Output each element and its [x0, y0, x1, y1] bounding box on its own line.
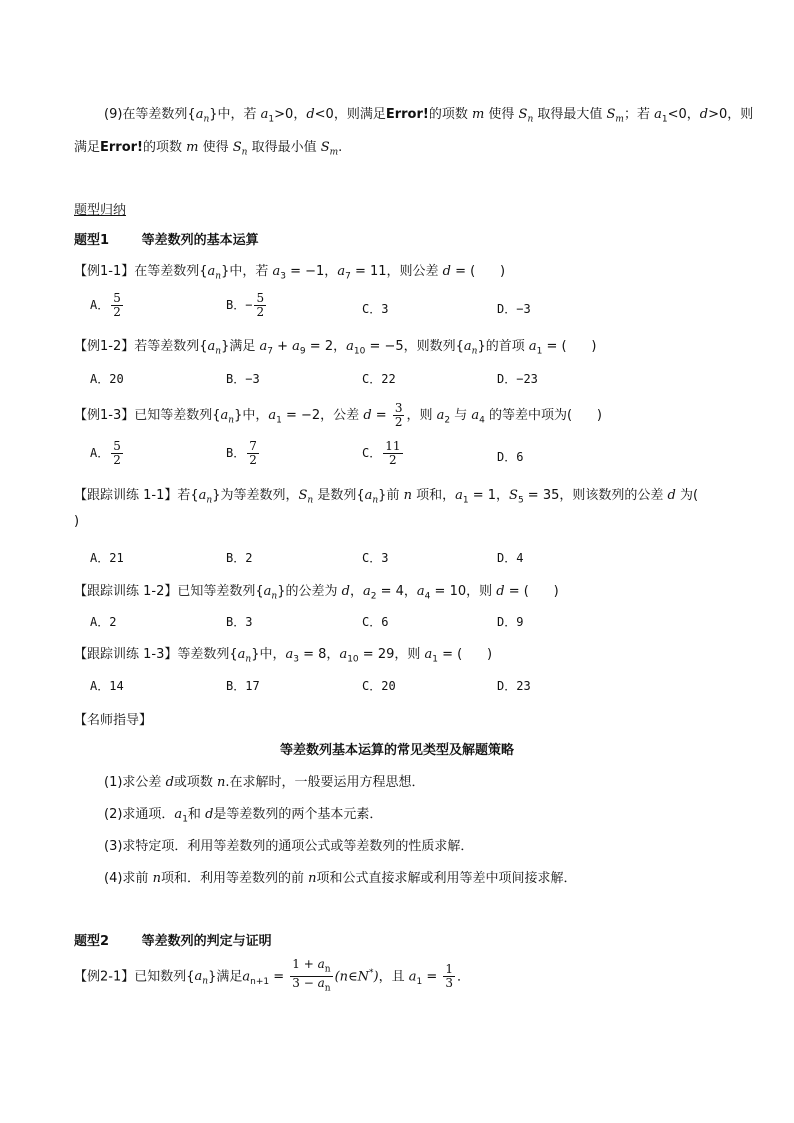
paragraph-9-line-2: 满足Error!的项数 m 使得 $S_n$ 取得最小值 $S_m$. [74, 140, 343, 158]
tracking-tag: 【跟踪训练 1-1】 [74, 488, 178, 503]
example-2-1: 【例2-1】已知数列$\{a_n\}$满足$a_{n+1}$ = $\frac{1 + a_n}{3 - a_n}$ (n∈N*)，且 $a_1$ = $\frac{1}{3}$ ． [74, 957, 471, 994]
example-1-3: 【例1-3】已知等差数列$\{a_n\}$中，$a_1 = -2$，公差 d = $\frac{3}{2}$ ，则 $a_2$ 与 $a_4$ 的等差中项为( ) [74, 401, 602, 429]
type-1-title: 等差数列的基本运算 [141, 233, 259, 248]
option-b: B．− $\frac{5}{2}$ [226, 291, 265, 319]
option-c: C．6 [362, 615, 389, 629]
guide-item-2: (2)求通项．$a_1$和 d是等差数列的两个基本元素． [104, 807, 383, 825]
example-1-2: 【例1-2】若等差数列$\{a_n\}$满足 $a_7 + a_9 = 2$，$a_{10} = -5$，则数列$\{a_n\}$的首项 $a_1$ = ( ) [74, 339, 597, 357]
option-d: D．−3 [497, 302, 531, 316]
tracking-tag: 【跟踪训练 1-2】 [74, 584, 178, 599]
example-tag: 【例1-2】 [74, 339, 135, 354]
option-c: C．20 [362, 679, 396, 693]
guide-item-3: (3)求特定项．利用等差数列的通项公式或等差数列的性质求解． [104, 839, 474, 854]
option-c: C．22 [362, 372, 396, 386]
paragraph-9-line-1: (9)在等差数列$\{a_n\}$中，若 $a_1>0$，d<0，则满足Error!的项数 m 使得 $S_n$ 取得最大值 $S_m$；若 $a_1<0$，d>0，则 [104, 107, 754, 125]
tracking-1-1-close-paren: ) [74, 514, 80, 529]
tracking-1-1: 【跟踪训练 1-1】若$\{a_n\}$为等差数列，$S_n$ 是数列$\{a_n\}$前 n 项和，$a_1 = 1$，$S_5 = 35$，则该数列的公差 d 为( [74, 488, 699, 506]
option-d: D．9 [497, 615, 524, 629]
type-1-heading [74, 229, 259, 248]
option-a: A．2 [90, 615, 117, 629]
example-tag: 【例1-3】 [74, 408, 135, 423]
guide-title: 等差数列基本运算的常见类型及解题策略 [279, 743, 514, 758]
option-b: B．3 [226, 615, 253, 629]
option-b: B．2 [226, 551, 253, 565]
type-2-label: 题型2 [74, 934, 110, 949]
guide-item-1: (1)求公差 d或项数 n.在求解时，一般要运用方程思想． [104, 775, 425, 790]
guide-tag: 【名师指导】 [74, 713, 153, 728]
tracking-tag: 【跟踪训练 1-3】 [74, 647, 178, 662]
option-a: A．20 [90, 372, 124, 386]
tracking-1-3: 【跟踪训练 1-3】等差数列$\{a_n\}$中，$a_3 = 8$，$a_{10} = 29$，则 $a_1$ = ( ) [74, 647, 493, 665]
option-c: C．3 [362, 302, 389, 316]
option-b: B．17 [226, 679, 260, 693]
guide-item-4: (4)求前 n项和．利用等差数列的前 n项和公式直接求解或利用等差中项间接求解． [104, 871, 577, 886]
option-a: A．21 [90, 551, 124, 565]
tracking-1-2: 【跟踪训练 1-2】已知等差数列$\{a_n\}$的公差为 d，$a_2 = 4$，$a_4 = 10$，则 d = ( ) [74, 584, 559, 602]
type-2-title: 等差数列的判定与证明 [141, 934, 272, 949]
option-a: A． $\frac{5}{2}$ [90, 439, 121, 467]
example-tag: 【例1-1】 [74, 264, 135, 279]
type-1-label: 题型1 [74, 233, 110, 248]
section-heading: 题型归纳 [74, 203, 127, 218]
example-1-1: 【例1-1】在等差数列$\{a_n\}$中，若 $a_3 = -1$，$a_7 = 11$，则公差 d = ( ) [74, 264, 506, 282]
option-b: B． $\frac{7}{2}$ [226, 439, 257, 467]
option-a: A．14 [90, 679, 124, 693]
example-tag: 【例2-1】 [74, 969, 135, 985]
option-c: C．3 [362, 551, 389, 565]
option-d: D．6 [497, 450, 524, 464]
option-d: D．23 [497, 679, 531, 693]
option-d: D．4 [497, 551, 524, 565]
type-2-heading [74, 930, 272, 949]
option-b: B．−3 [226, 372, 260, 386]
option-a: A． $\frac{5}{2}$ [90, 291, 121, 319]
option-d: D．−23 [497, 372, 538, 386]
option-c: C． $\frac{11}{2}$ [362, 439, 401, 467]
